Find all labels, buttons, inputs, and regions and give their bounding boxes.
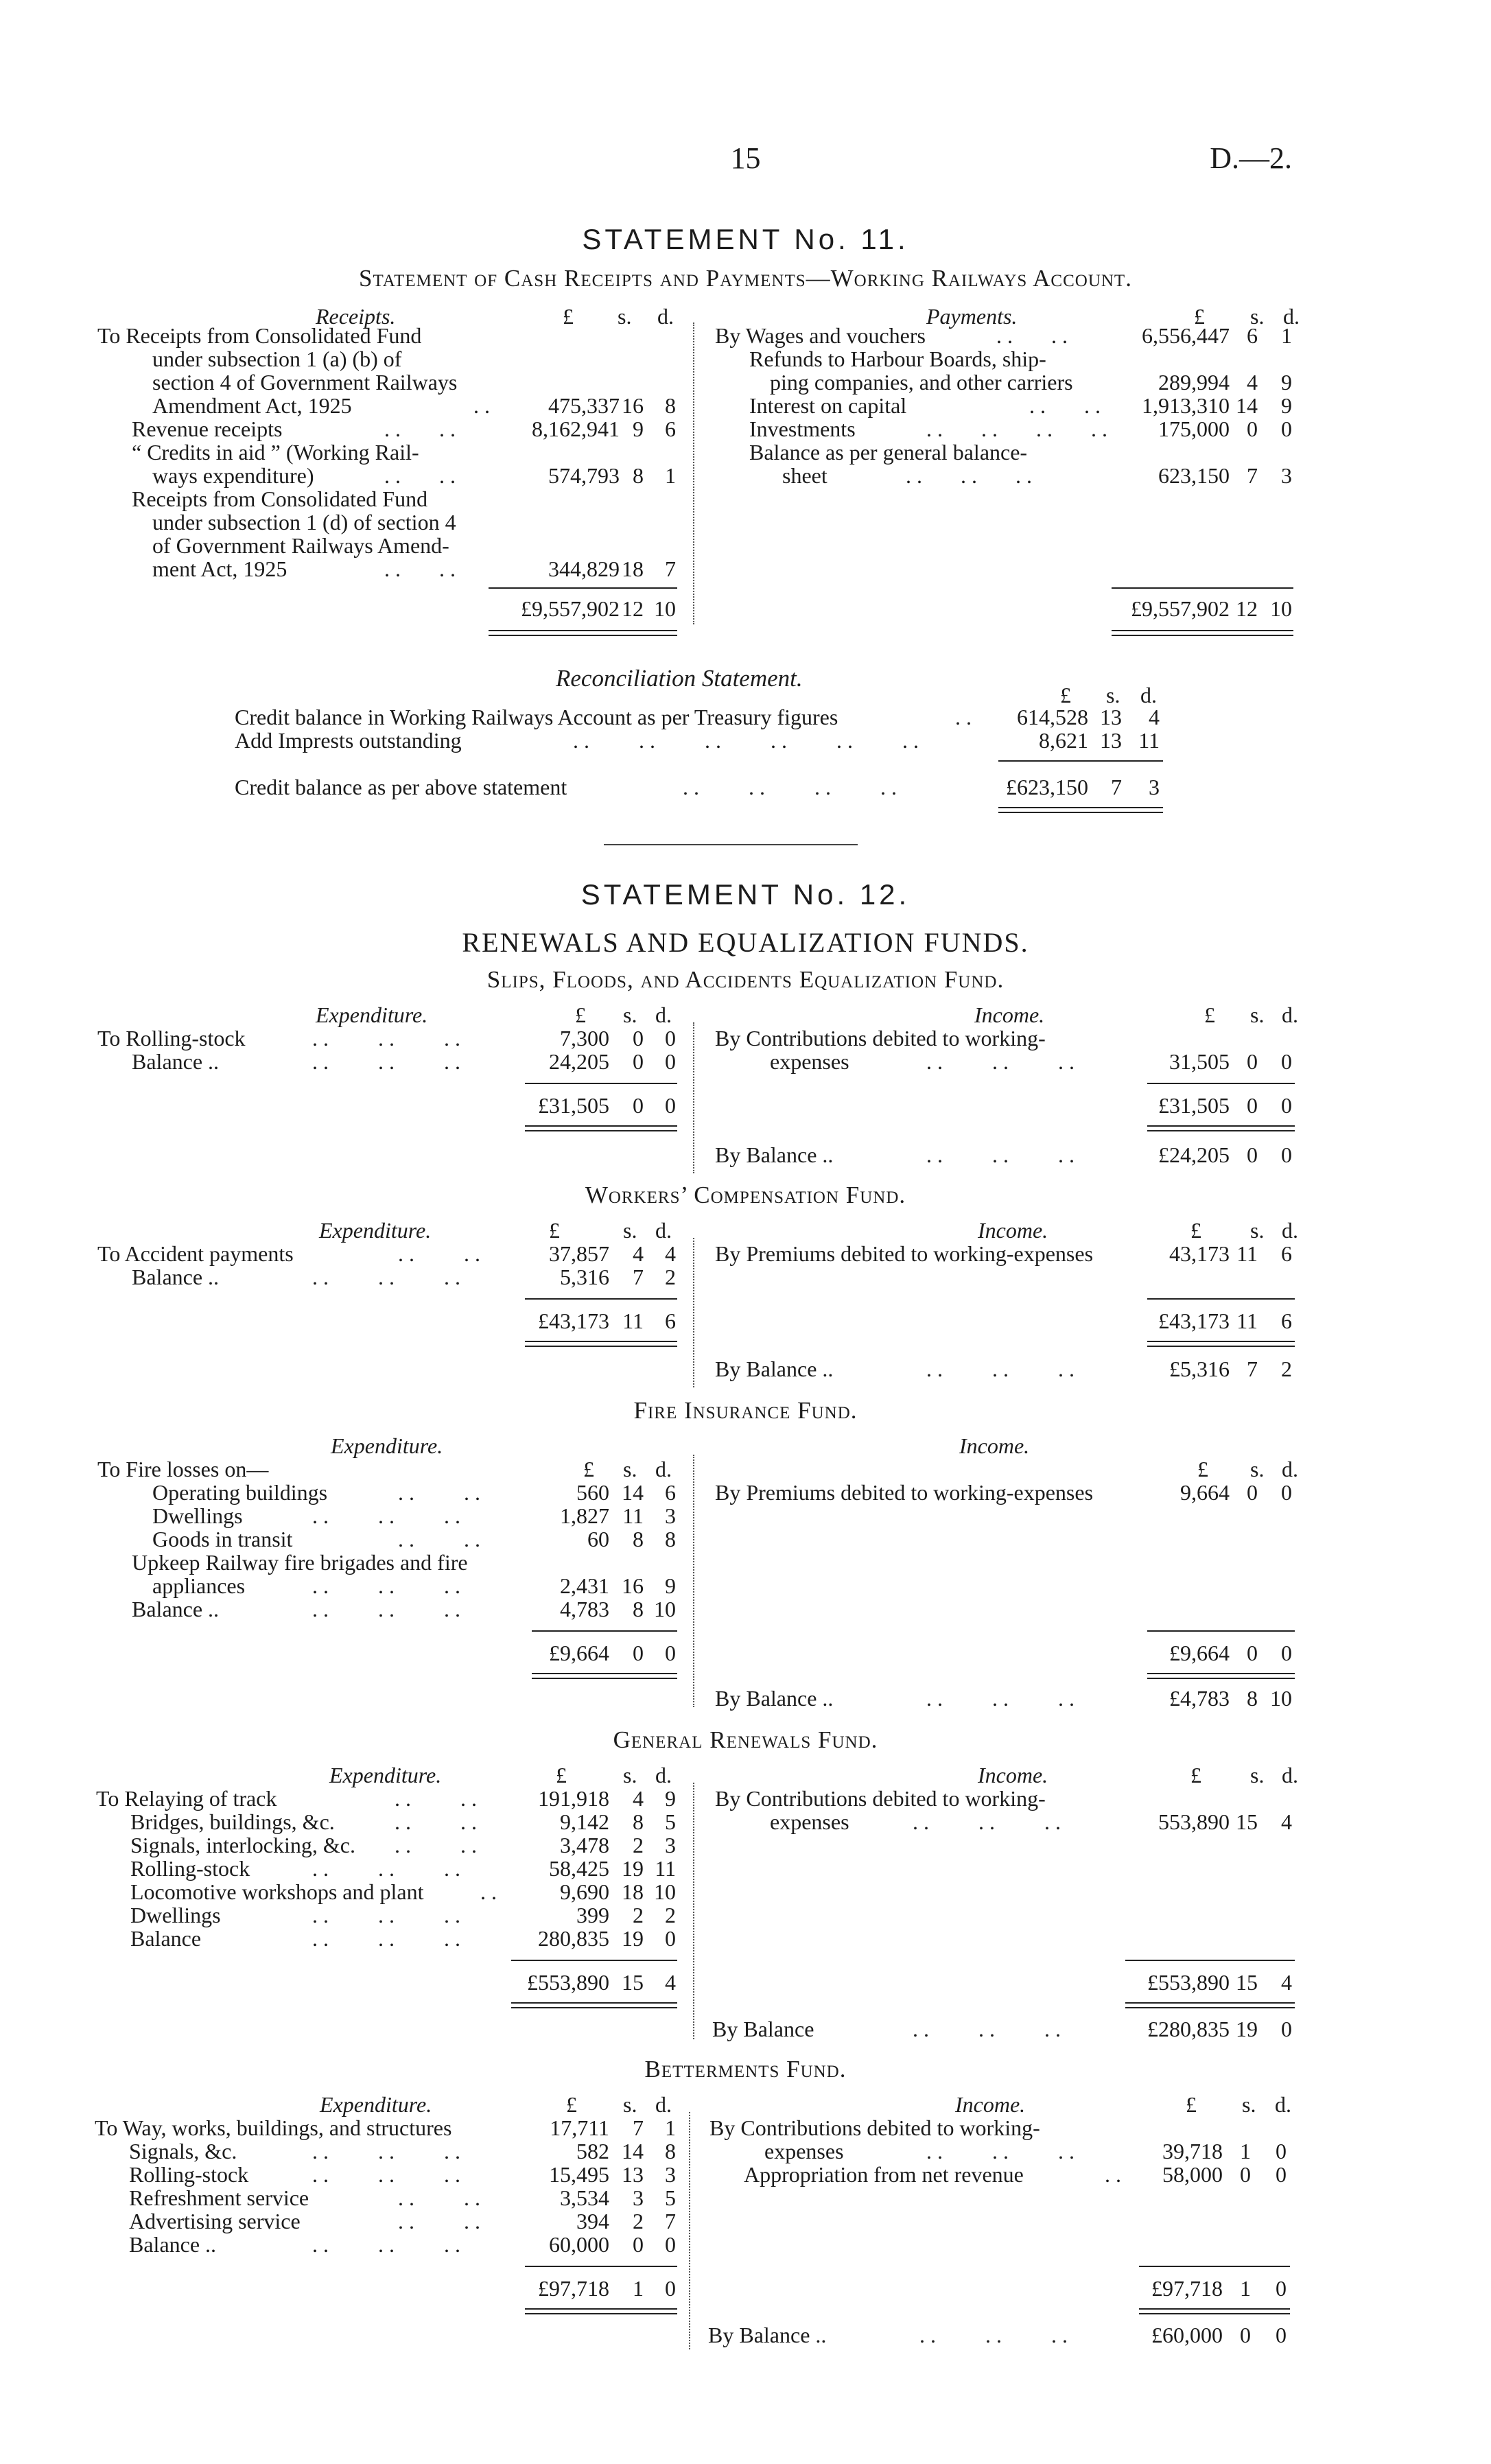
workers-fund-title: Workers’ Compensation Fund.: [585, 1182, 906, 1208]
slips-fund-title: Slips, Floods, and Accidents Equalization Fund.: [486, 966, 1005, 993]
amount: 289,994: [1158, 370, 1230, 395]
col-pound: £: [563, 304, 574, 329]
amount: 344,829: [548, 556, 620, 581]
col-pound: £: [1194, 304, 1205, 329]
amount: 8,162,941: [532, 416, 620, 441]
page-number: 15: [730, 141, 761, 175]
betterments-fund-title: Betterments Fund.: [644, 2056, 847, 2082]
amount: 175,000: [1158, 416, 1230, 441]
fire-fund-title: Fire Insurance Fund.: [633, 1397, 858, 1424]
statement-12-heading: STATEMENT No. 12.: [580, 878, 911, 911]
amount: 1,913,310: [1142, 393, 1230, 418]
reconciliation-title: Reconciliation Statement.: [556, 665, 803, 692]
col-pence: d.: [657, 304, 674, 329]
document-reference: D.—2.: [1210, 141, 1292, 175]
amount: 6,556,447: [1142, 323, 1230, 348]
section-separator: [604, 844, 858, 845]
amount: 574,793: [548, 463, 620, 488]
col-pence: d.: [1283, 304, 1300, 329]
statement-11-heading: STATEMENT No. 11.: [582, 223, 909, 255]
amount: 623,150: [1158, 463, 1230, 488]
col-shillings: s.: [1250, 304, 1265, 329]
payments-header: Payments.: [926, 304, 1018, 329]
statement-12-title: RENEWALS AND EQUALIZATION FUNDS.: [462, 927, 1029, 958]
col-shillings: s.: [618, 304, 632, 329]
fire-losses-heading: To Fire losses on—: [97, 1457, 269, 1481]
amount: 475,337: [548, 393, 620, 418]
receipts-header: Receipts.: [316, 304, 396, 329]
general-fund-title: General Renewals Fund.: [613, 1726, 878, 1753]
statement-11-title: Statement of Cash Receipts and Payments—Working Railways Account.: [359, 265, 1132, 292]
